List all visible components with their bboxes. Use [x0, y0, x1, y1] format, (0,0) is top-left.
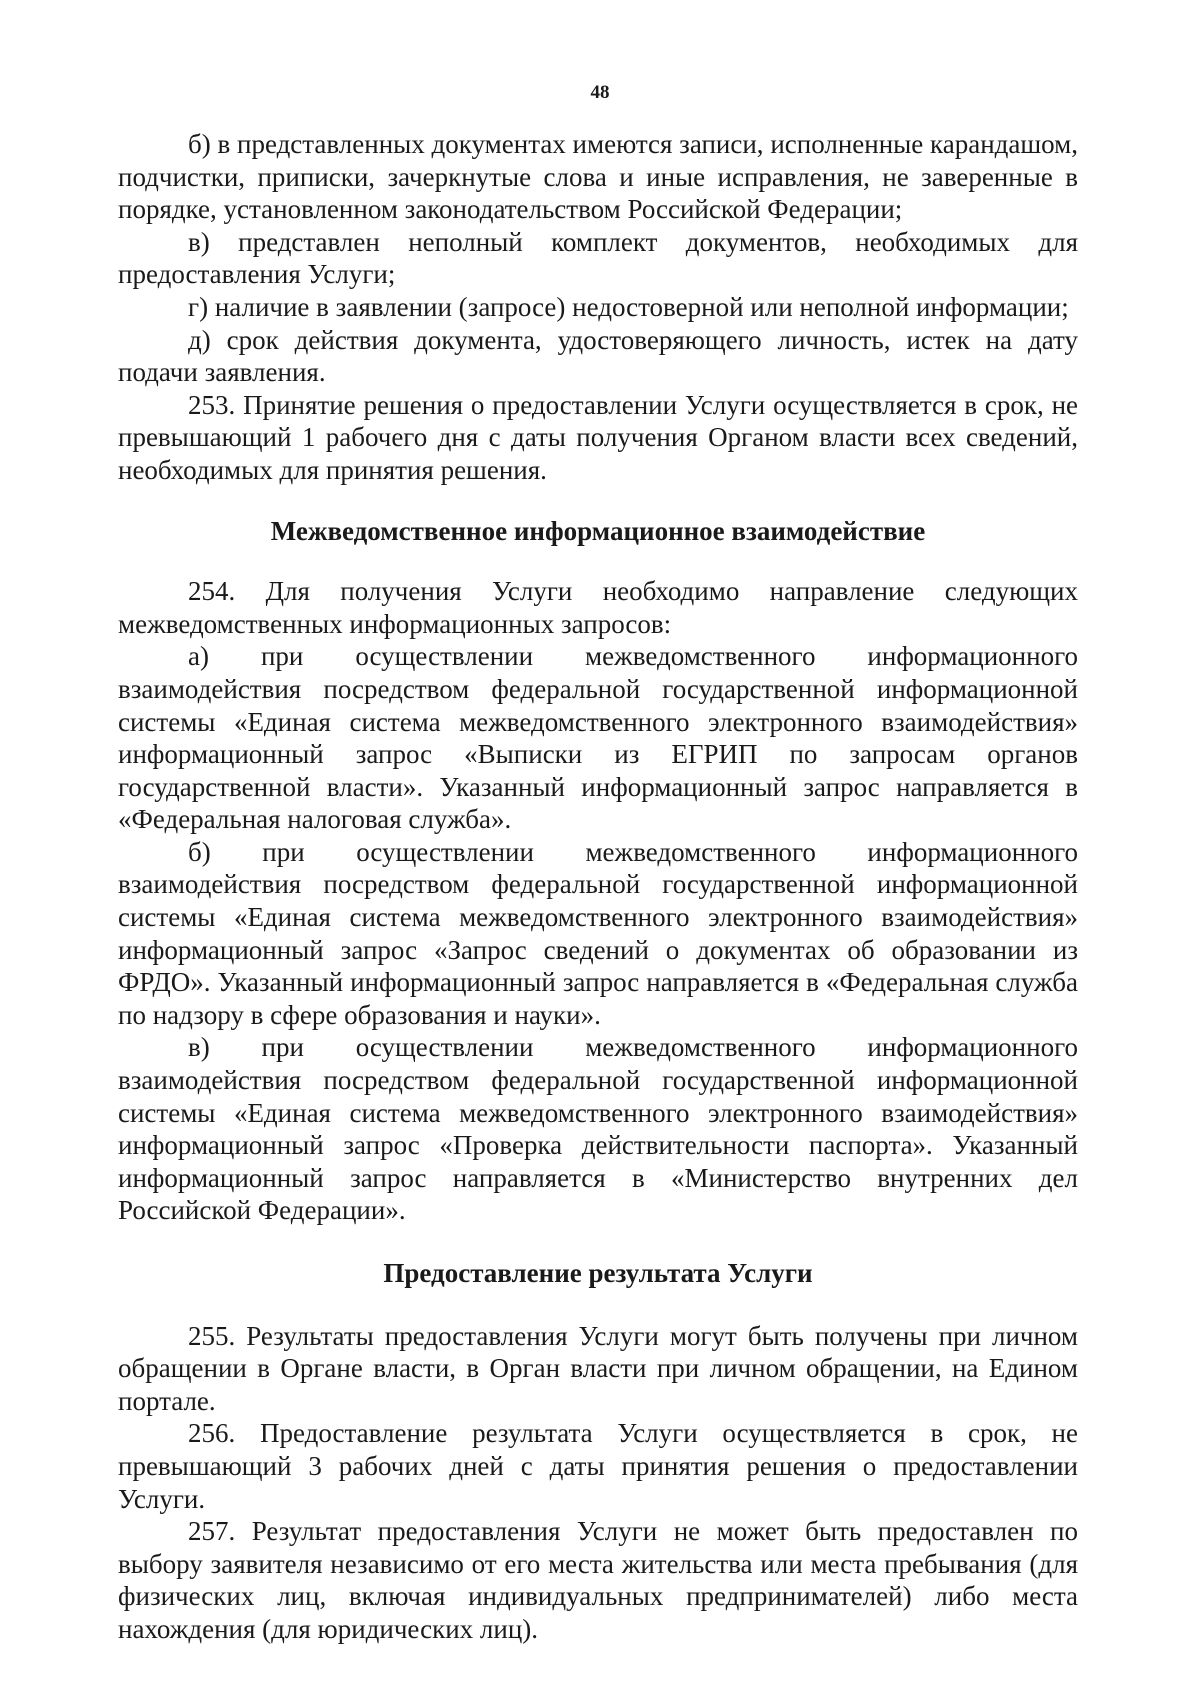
document-body: [118, 128, 1078, 1646]
page-number: 48: [590, 82, 610, 103]
paragraph-254-a: а) при осуществлении межведомственного информационного взаимодействия посредством федеральной государственной информационной системы «Единая система межведомственного электронного взаимодействия» информационный запрос «Выписки из ЕГРИП по запросам органов государственной власти». Указанный информационный запрос направляется в «Федеральная налоговая служба».: [118, 641, 1078, 835]
paragraph-item-v: в) представлен неполный комплект документов, необходимых для предоставления Услуги;: [118, 226, 1078, 290]
paragraph-254-v: в) при осуществлении межведомственного информационного взаимодействия посредством федеральной государственной информационной системы «Единая система межведомственного электронного взаимодействия» информационный запрос «Проверка действительности паспорта». Указанный информационный запрос направляется в «Министерство внутренних дел Российской Федерации».: [118, 1032, 1078, 1226]
paragraph-256: 256. Предоставление результата Услуги осуществляется в срок, не превышающий 3 рабочих дней с даты принятия решения о предоставлении Услуги.: [118, 1418, 1078, 1514]
paragraph-item-b: б) в представленных документах имеются записи, исполненные карандашом, подчистки, приписки, зачеркнутые слова и иные исправления, не заверенные в порядке, установленном законодательством Российской Федерации;: [118, 129, 1078, 225]
section-heading-interagency: Межведомственное информационное взаимодействие: [270, 515, 926, 546]
paragraph-item-d: д) срок действия документа, удостоверяющего личность, истек на дату подачи заявления.: [118, 324, 1078, 388]
paragraph-item-g: г) наличие в заявлении (запросе) недостоверной или неполной информации;: [188, 291, 1069, 322]
section-heading-result: Предоставление результата Услуги: [383, 1258, 813, 1288]
paragraph-255: 255. Результаты предоставления Услуги могут быть получены при личном обращении в Органе власти, в Орган власти при личном обращении, на Едином портале.: [118, 1320, 1078, 1416]
paragraph-254-b: б) при осуществлении межведомственного информационного взаимодействия посредством федеральной государственной информационной системы «Единая система межведомственного электронного взаимодействия» информационный запрос «Запрос сведений о документах об образовании из ФРДО». Указанный информационный запрос направляется в «Федеральная служба по надзору в сфере образования и науки».: [118, 836, 1078, 1030]
paragraph-257: 257. Результат предоставления Услуги не может быть предоставлен по выбору заявителя независимо от его места жительства или места пребывания (для физических лиц, включая индивидуальных предпринимателей) либо места нахождения (для юридических лиц).: [118, 1516, 1078, 1644]
paragraph-254: 254. Для получения Услуги необходимо направление следующих межведомственных информационных запросов:: [118, 576, 1078, 639]
paragraph-253: 253. Принятие решения о предоставлении Услуги осуществляется в срок, не превышающий 1 рабочего дня с даты получения Органом власти всех сведений, необходимых для принятия решения.: [118, 389, 1078, 485]
